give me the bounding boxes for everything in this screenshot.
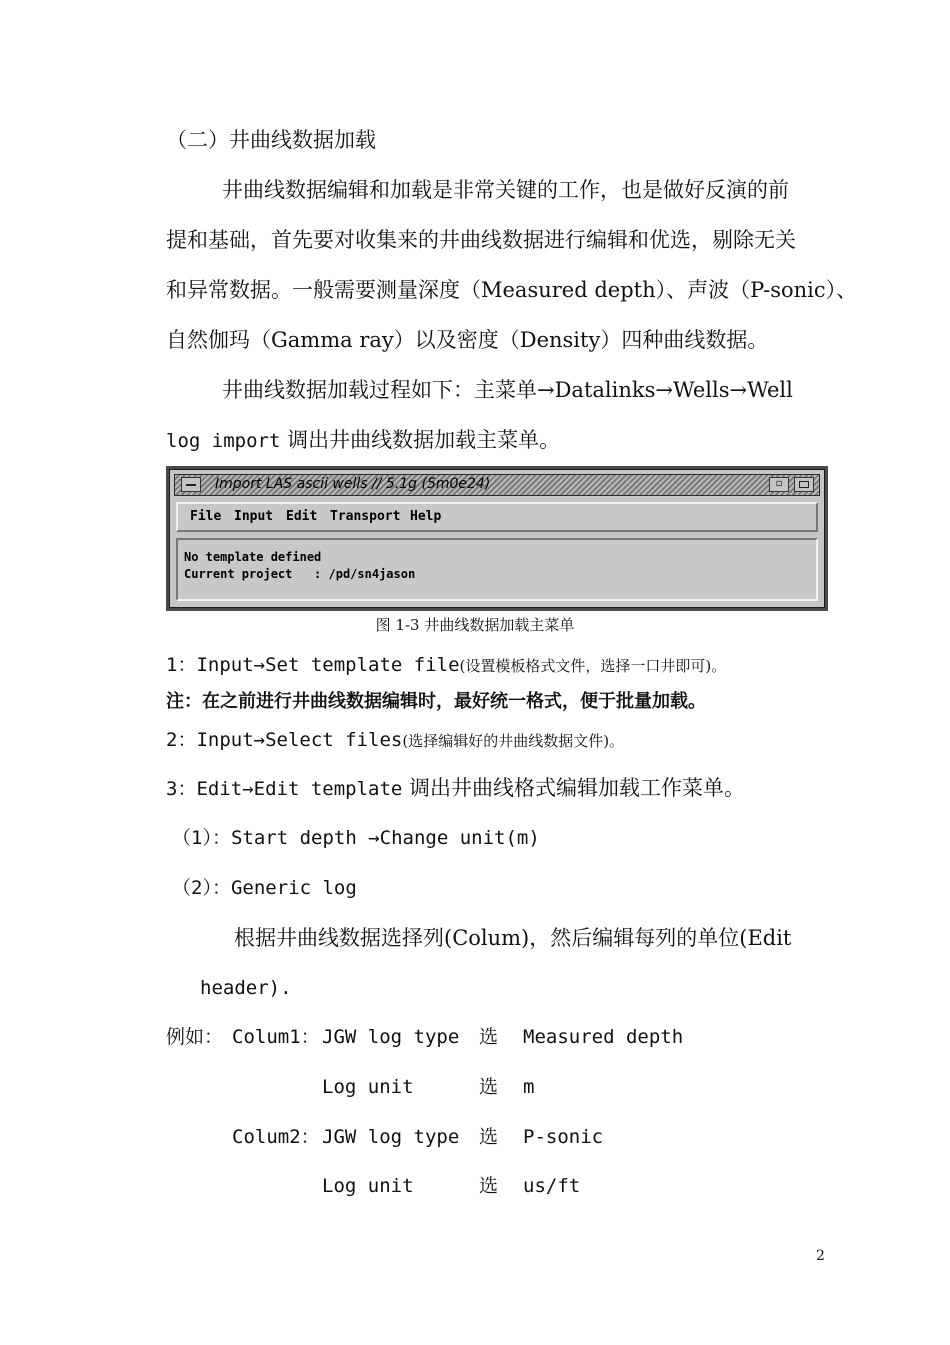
menu-help[interactable]: Help <box>410 509 442 524</box>
minimize-button[interactable]: ▫ <box>769 477 789 492</box>
process-line-2-mono: log import <box>166 430 281 452</box>
example-verb: 选 <box>479 1175 499 1197</box>
process-line-2-text: 调出井曲线数据加载主菜单。 <box>287 428 561 452</box>
step-3-text: 调出井曲线格式编辑加载工作菜单。 <box>409 776 746 800</box>
page-number: 2 <box>816 1248 825 1264</box>
step-2-note: (选择编辑好的井曲线数据文件)。 <box>402 732 625 750</box>
example-value: us/ft <box>523 1175 581 1197</box>
sub-step-1: （1）：Start depth →Change unit(m) <box>172 827 540 849</box>
example-verb: 选 <box>479 1126 499 1148</box>
menu-input[interactable]: Input <box>234 509 274 524</box>
process-line-1: 井曲线数据加载过程如下：主菜单→Datalinks→Wells→Well <box>222 378 793 402</box>
section-heading: （二）井曲线数据加载 <box>166 128 376 152</box>
step-1 <box>166 650 726 680</box>
warning-note: 注：在之前进行井曲线数据编辑时，最好统一格式，便于批量加载。 <box>166 691 706 712</box>
example-field: JGW log type <box>322 1026 460 1048</box>
desc-line-2: header). <box>200 977 292 999</box>
window-frame <box>169 469 825 608</box>
process-line-2 <box>166 426 560 455</box>
example-value: Measured depth <box>523 1026 684 1048</box>
template-status: No template defined <box>184 550 322 564</box>
figure-caption: 图 1-3 井曲线数据加载主菜单 <box>375 616 575 634</box>
example-verb: 选 <box>479 1076 499 1098</box>
window-menubar <box>176 502 818 532</box>
step-3 <box>166 774 745 803</box>
step-3-mono: 3：Edit→Edit template <box>166 778 403 800</box>
example-field: JGW log type <box>322 1126 460 1148</box>
intro-line-3: 和异常数据。一般需要测量深度（Measured depth）、声波（P-sonic）、 <box>166 278 858 302</box>
step-1-mono: 1：Input→Set template file <box>166 654 460 676</box>
example-value: m <box>523 1076 535 1098</box>
menu-transport[interactable]: Transport <box>330 509 401 524</box>
menu-edit[interactable]: Edit <box>286 509 318 524</box>
example-field: Log unit <box>322 1175 414 1197</box>
intro-line-2: 提和基础，首先要对收集来的井曲线数据进行编辑和优选，剔除无关 <box>166 228 796 252</box>
example-verb: 选 <box>479 1026 499 1048</box>
example-col-label: Colum2： <box>232 1126 320 1148</box>
window-menu-button[interactable] <box>181 477 201 492</box>
window-title: Import LAS ascii wells // 5.1g (5m0e24) <box>215 476 491 492</box>
sub-step-2: （2）：Generic log <box>172 877 357 899</box>
example-col-label: Colum1： <box>232 1026 320 1048</box>
intro-line-1: 井曲线数据编辑和加载是非常关键的工作，也是做好反演的前 <box>222 178 789 202</box>
step-2 <box>166 725 624 755</box>
desc-line-1: 根据井曲线数据选择列(Colum)，然后编辑每列的单位(Edit <box>234 926 792 950</box>
step-2-mono: 2：Input→Select files <box>166 729 403 751</box>
step-1-note: (设置模板格式文件，选择一口井即可)。 <box>459 657 727 675</box>
example-value: P-sonic <box>523 1126 604 1148</box>
window-titlebar[interactable] <box>174 474 820 496</box>
maximize-button[interactable] <box>794 477 814 492</box>
example-field: Log unit <box>322 1076 414 1098</box>
window-content <box>176 538 818 601</box>
menu-file[interactable]: File <box>190 509 222 524</box>
intro-line-4: 自然伽玛（Gamma ray）以及密度（Density）四种曲线数据。 <box>166 328 769 352</box>
example-prefix: 例如： <box>166 1026 224 1048</box>
import-las-window <box>166 466 828 611</box>
current-project: Current project : /pd/sn4jason <box>184 567 416 581</box>
